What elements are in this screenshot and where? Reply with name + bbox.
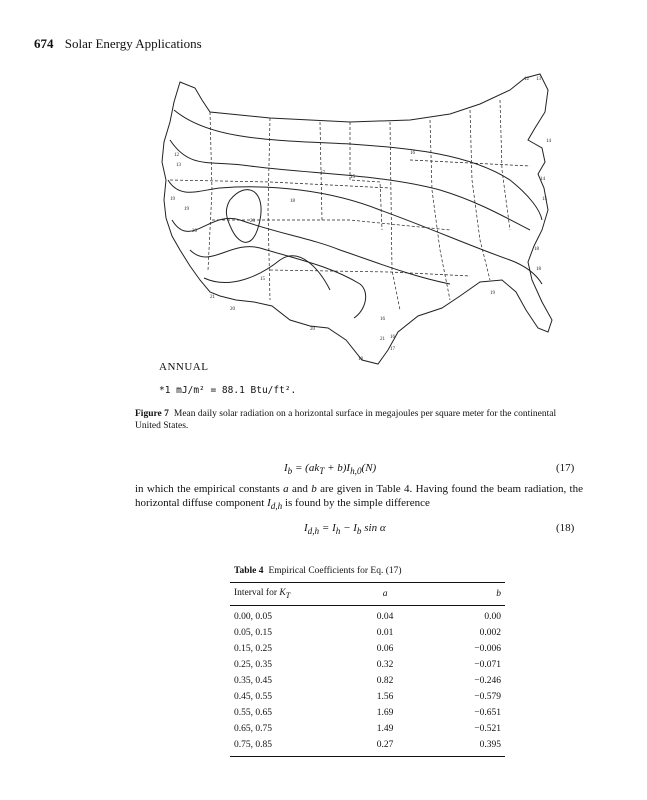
contour-label: 12	[174, 153, 179, 158]
table-cell: 0.32	[376, 659, 394, 670]
contour-label: 20	[192, 229, 197, 234]
contour-label: 20	[310, 327, 315, 332]
table-cell: 0.75, 0.85	[230, 737, 333, 756]
table-row	[230, 721, 505, 737]
contour-label: 14	[540, 177, 545, 182]
table-cell: −0.006	[474, 643, 501, 654]
table-row	[230, 657, 505, 673]
table-title-text: Empirical Coefficients for Eq. (17)	[268, 566, 402, 576]
contour-label: 15	[350, 175, 355, 180]
table-cell: −0.579	[474, 691, 501, 702]
coefficients-table	[230, 582, 505, 757]
table-header-row	[230, 583, 505, 606]
table-label: Table 4	[234, 566, 264, 576]
contour-label: 19	[490, 291, 495, 296]
table-cell: 0.002	[479, 627, 501, 638]
contour-label: 17	[320, 171, 325, 176]
contour-line	[226, 190, 261, 243]
table-cell: 0.00	[484, 611, 501, 622]
table-cell: 0.55, 0.65	[234, 707, 272, 718]
table-cell: −0.246	[474, 675, 501, 686]
contour-label: 18	[358, 357, 363, 362]
contour-line	[168, 180, 542, 284]
column-header-b: b	[437, 583, 505, 606]
table-cell: 1.69	[376, 707, 394, 718]
table-row	[230, 689, 505, 705]
table-cell: 0.45, 0.55	[234, 691, 272, 702]
table-cell: 0.25, 0.35	[234, 659, 272, 670]
contour-label: 18	[534, 247, 539, 252]
contour-label: 19	[170, 197, 175, 202]
contour-label: 16	[410, 151, 415, 156]
table-cell: 0.01	[376, 627, 394, 638]
equation-18-number: (18)	[556, 522, 575, 534]
unit-note: *1 mJ/m² = 88.1 Btu/ft².	[159, 385, 297, 396]
figure-caption	[135, 408, 583, 432]
running-title: Solar Energy Applications	[64, 36, 202, 51]
contour-line	[172, 218, 450, 284]
table-cell: 1.49	[376, 723, 394, 734]
contour-label: 20	[250, 219, 255, 224]
contour-label: 15	[260, 277, 265, 282]
contour-label: 21	[380, 337, 385, 342]
contour-label: 21	[210, 295, 215, 300]
column-header-a: a	[333, 583, 436, 606]
page-header	[34, 36, 202, 52]
body-paragraph: in which the empirical constants a and b are given in Table 4. Having found the beam radiation, the horizontal diffuse component $I_{d,h}$ is found by the simple difference	[135, 483, 583, 512]
contour-label: 17	[390, 347, 395, 352]
table-cell: −0.651	[474, 707, 501, 718]
caption-label: Figure 7	[135, 409, 169, 419]
contour-label: 18	[290, 199, 295, 204]
table-cell: −0.071	[474, 659, 501, 670]
equation-17: $I_b = (ak_T + b)I_{h,0}(N)$	[284, 462, 377, 477]
contour-label: 13	[536, 77, 541, 82]
table-cell: 0.27	[333, 737, 436, 756]
table-title	[234, 566, 402, 576]
caption-text: Mean daily solar radiation on a horizontal surface in megajoules per square meter for the continental United States.	[135, 409, 557, 431]
table-cell: 0.65, 0.75	[234, 723, 272, 734]
contour-label: 16	[390, 335, 395, 340]
contour-label: 14	[546, 139, 551, 144]
table-cell: 0.35, 0.45	[234, 675, 272, 686]
table-row	[230, 673, 505, 689]
column-header-interval: Interval for $K_T$	[230, 583, 333, 606]
contour-line	[204, 256, 330, 290]
page-number: 674	[34, 36, 54, 51]
table-cell: 0.15, 0.25	[234, 643, 272, 654]
equation-17-number: (17)	[556, 462, 575, 474]
contour-label: 18	[536, 267, 541, 272]
contour-line	[174, 110, 542, 220]
table-row	[230, 705, 505, 721]
table-cell: 0.06	[376, 643, 394, 654]
map-label: ANNUAL	[159, 361, 209, 373]
contour-label: 19	[184, 207, 189, 212]
map-svg	[150, 70, 570, 370]
contour-label: 13	[176, 163, 181, 168]
contour-label: 15	[542, 197, 547, 202]
contour-label: 12	[524, 77, 529, 82]
table-row	[230, 641, 505, 657]
table-cell: 0.395	[437, 737, 505, 756]
table-row	[230, 737, 505, 756]
table-body	[230, 605, 505, 756]
table-cell: 0.00, 0.05	[234, 611, 272, 622]
us-outline	[162, 74, 552, 364]
contour-label: 16	[380, 317, 385, 322]
us-radiation-map	[150, 70, 570, 370]
table-row	[230, 625, 505, 641]
contour-label: 20	[230, 307, 235, 312]
table-cell: 1.56	[376, 691, 394, 702]
table-cell: 0.04	[376, 611, 394, 622]
table-row	[230, 605, 505, 625]
table-cell: −0.521	[474, 723, 501, 734]
table-cell: 0.05, 0.15	[234, 627, 272, 638]
equation-18: $I_{d,h} = I_h - I_b$ sin α	[304, 522, 386, 537]
table-cell: 0.82	[376, 675, 394, 686]
